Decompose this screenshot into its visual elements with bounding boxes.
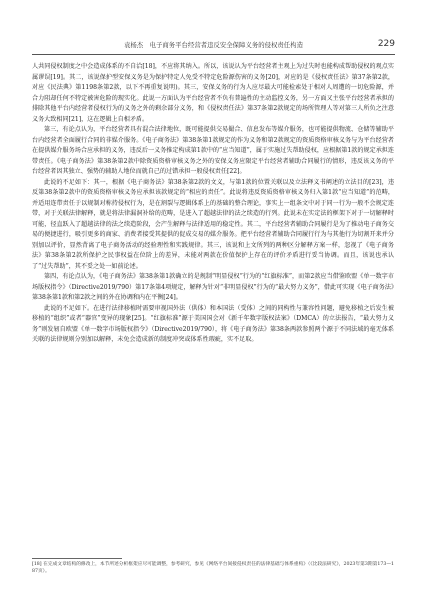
footnote: [18] 在完成文章结构的修改上，本节所述分析框架应尽可能调整，参考研究，参见《网络平台间接侵权责任的法律基础与体系重构》（《比较法研究》，2023年第3期第173—187页）。 — [32, 562, 394, 574]
paragraph: 第三，有论点认为，平台经营者具有混合法律地位，既可能提供交易撮合、信息发布等媒介服务，也可能提供物流、仓储等辅助平台内经营者全面履行合同的非媒介服务。《电子商务法》第38条第1款规定的作为义务和第2款规定的资质资格审核义务与为平台经营者在提供媒介服务场合应承担的义务，违反后一义务推定构成第1款中的“应当知道”，属于实施过失帮助侵权，应根据第1款的规定承担连带责任。《电子商务法》第38条第2款中除资质资格审核义务之外的安保义务应限定平台经营者辅助合同履行的情形，违反该义务的平台经营者因其独立、强势的辅助人地位而就自己的过错承担一般侵权责任[22]。 — [32, 126, 394, 175]
paragraph: 此说的不足如下：其一，根据《电子商务法》第38条第2款的文义，与第1款的位置关联以及立法释义书阐述的立法目的[23]，违反第38条第2款中的资质资格审核义务应承担该款规定的“相应的责任”。此说将违反资质资格审核义务归入第1款“应当知道”的范畴，并适用连带责任于以规制对称持侵权行为，是在割裂与逻辑体系上的基础的整合理论，事实上一组条文中对于同一行为一般不会规定连带，对于关联法律解释，就是将法律漏洞补给的范畴，是进入了超越法律的法之续造的行列。此说未在实定法的框架下对于一切解释时可能，径直跃入了超越法律的法之续造阶段，会产生解释与法律适用的稳定性。其二，平台经营者辅助合同履行是为了推动电子商务交易的便捷进行，吸引更多的商家、消费者接受其提供的促成交易的媒介服务。把平台经营者辅助合同履行行为与其他行为切割开来并分别加以评价，显然背离了电子商务活动的经验理性和实践规律。其三，该说和上文所列的两种区分解释方案一样，忽视了《电子商务法》第38条第2款所保护之民事权益在位阶上的差异，未能对两款在价值保护上存在的评价矛盾进行妥当协调。而且，该说也承认了“过失帮助”，其不妥之处一如前论述。 — [32, 178, 394, 270]
running-header — [32, 40, 395, 55]
page-number: 229 — [377, 39, 395, 49]
footnote-divider — [32, 558, 122, 559]
running-title: 袁杨杰 电子商务平台经营者违反安全保障义务的侵权责任构造 — [124, 41, 303, 49]
paragraph: 第四，有论点认为，《电子商务法》第38条第1款确立的是规制“明显侵权”行为的“红旗标准”，而第2款应当借鉴欧盟《单一数字市场版权指令》（Directive2019/790）第17条第4项规定，解释为针对“非明显侵权”行为的“最大努力义务”，借此可实现《电子商务法》第38条第1款和第2款之间的外在协调和内在平衡[24]。 — [32, 273, 394, 301]
paragraph: 此说的不足如下。在进行法律移植时需要审视国外法（供体）和本国法（受体）之间的同构性与兼容性问题，避免移植之后发生被移植的“组织”或者“器官”变异的现象[25]。“红旗标准”源于美国国会对《新千年数字版权法案》（DMCA）的立法报告，“最大努力义务”则发轫自欧盟《单一数字市场版权指令》（Directive2019/790），将《电子商务法》第38条两款参照两个源于不同法域的毫无体系关联的法律规则分别加以解释，未免会造成新的制度冲突或体系性瑕疵，实不足取。 — [32, 304, 394, 343]
paragraph: 人共同侵权制度之中会造成体系的不自洽[18]，不应将其纳入。所以，该说认为平台经营者主观上为过失时也能构成帮助侵权的观点实属谬误[19]。其二，该说保护型安保义务是为保护特定人免受不特定危险源伤害的义务[20]，对应的是《侵权责任法》第37条第2款，对应《民法典》第1198条第2款，以下不再重复说明)。其三，安保义务的行为人应尽最大可能检索处于相对人周遭的一切危险源，并合力阻却任何不特定被害危险的现实化。此说一方面认为平台经营者不负有普遍性的主动监控义务，另一方面又主张平台经营者承担的排除其他平台内经营者侵权行为的义务之外的剩余部分义务，和《侵权责任法》第37条第2款规定的场所管理人等对第三人所负之注意义务大致相同[21]，这在逻辑上自相矛盾。 — [32, 63, 394, 123]
body-text — [32, 62, 394, 346]
footnotes — [32, 561, 394, 575]
